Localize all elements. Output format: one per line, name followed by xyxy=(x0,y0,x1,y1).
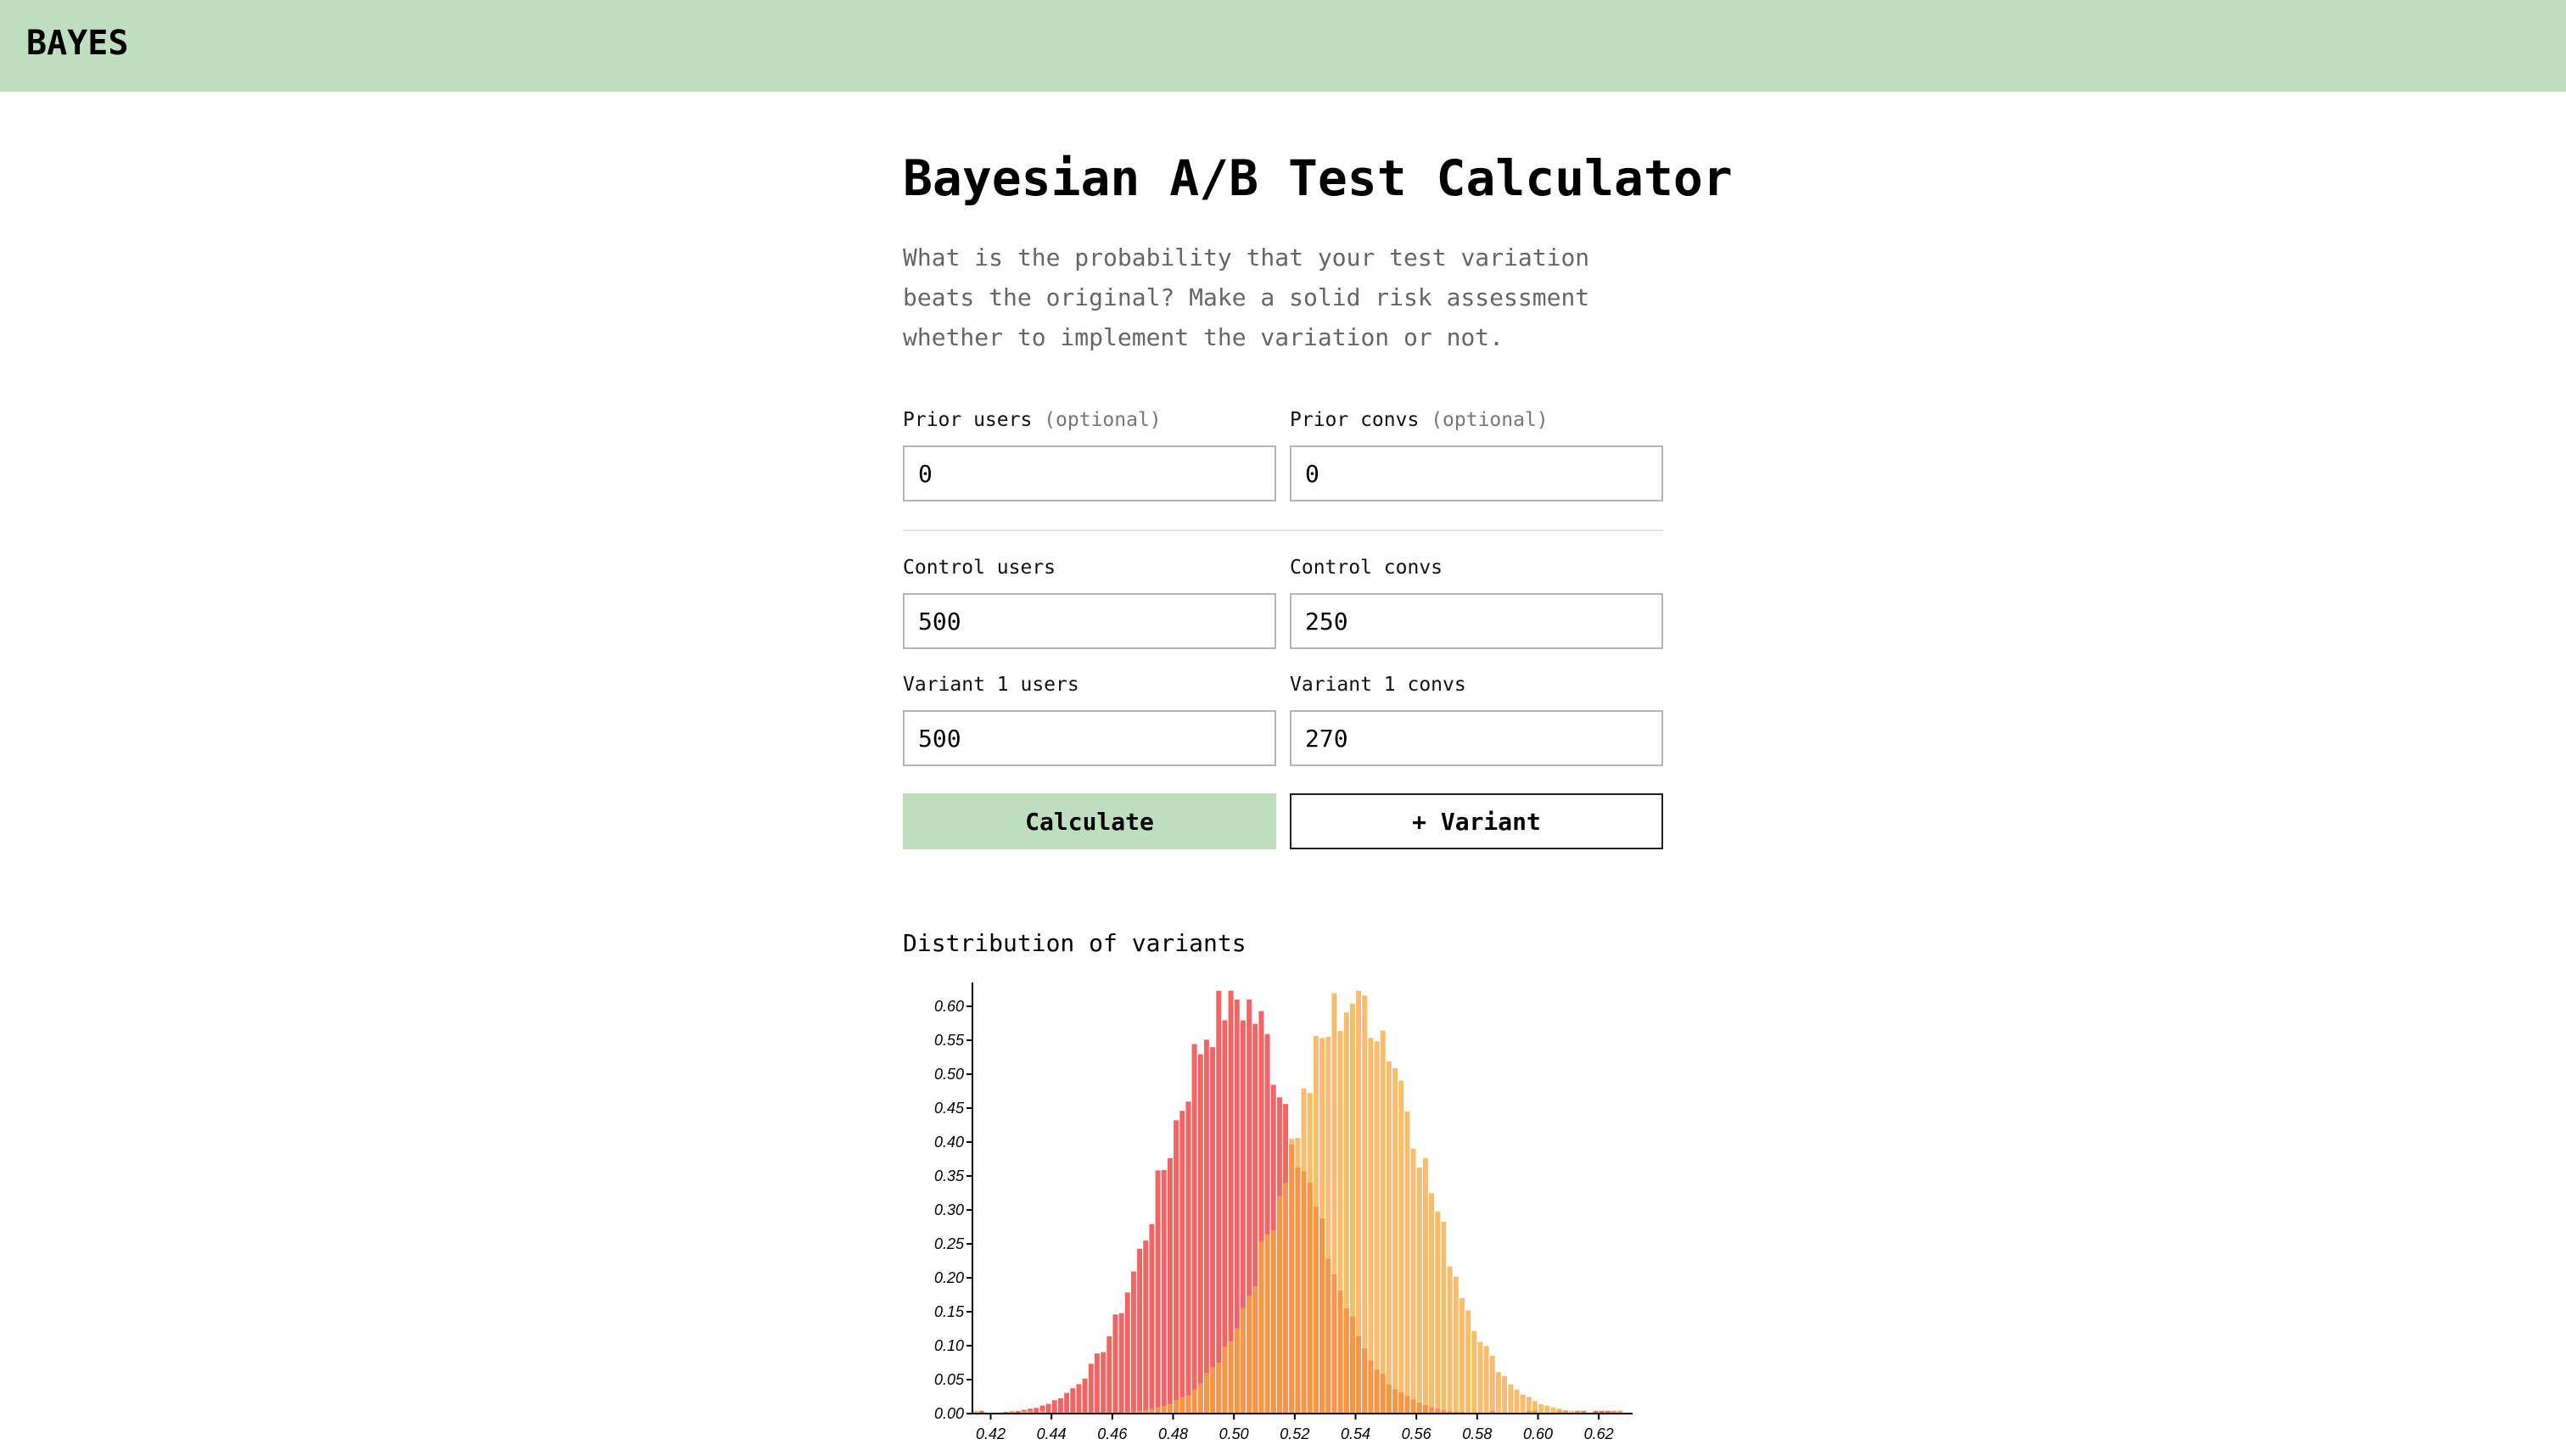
histogram-bar-variant-1 xyxy=(1387,1061,1392,1414)
histogram-bar-variant-1 xyxy=(1302,1089,1307,1414)
variant1-users-input[interactable] xyxy=(903,710,1276,766)
x-tick-label: 0.60 xyxy=(1522,1425,1554,1442)
histogram-bar-variant-1 xyxy=(1448,1267,1453,1414)
y-tick-label: 0.00 xyxy=(933,1405,964,1422)
histogram-bar-control xyxy=(1210,1047,1215,1414)
y-tick-label: 0.20 xyxy=(933,1269,964,1286)
histogram-bar-variant-1 xyxy=(1527,1397,1532,1414)
histogram-bar-variant-1 xyxy=(1252,1286,1258,1414)
histogram-bar-variant-1 xyxy=(1521,1395,1526,1414)
histogram-bar-variant-1 xyxy=(1362,995,1367,1414)
prior-users-label xyxy=(903,409,1162,431)
histogram-bar-variant-1 xyxy=(1338,1031,1343,1414)
x-tick-label: 0.46 xyxy=(1097,1425,1128,1442)
histogram-bar-control xyxy=(1143,1240,1148,1414)
x-tick-label: 0.58 xyxy=(1462,1425,1493,1442)
histogram-bar-variant-1 xyxy=(1156,1408,1161,1414)
histogram-bar-variant-1 xyxy=(1496,1372,1501,1414)
brand-logo[interactable]: BAYES xyxy=(26,24,129,63)
histogram-bar-control xyxy=(1046,1404,1051,1414)
histogram-bar-variant-1 xyxy=(1162,1406,1167,1414)
page-title: Bayesian A/B Test Calculator xyxy=(903,149,1733,207)
prior-users-input[interactable] xyxy=(903,445,1276,501)
histogram-bar-control xyxy=(1149,1224,1154,1414)
x-tick-label: 0.44 xyxy=(1036,1425,1067,1442)
histogram-bar-variant-1 xyxy=(1490,1356,1495,1414)
variant1-convs-input[interactable] xyxy=(1290,710,1663,766)
histogram-bar-variant-1 xyxy=(1471,1331,1476,1414)
x-tick-label: 0.56 xyxy=(1401,1425,1431,1442)
y-tick-label: 0.40 xyxy=(933,1134,964,1151)
histogram-bar-variant-1 xyxy=(1192,1390,1197,1414)
histogram-bar-variant-1 xyxy=(1241,1308,1246,1414)
histogram-bar-control xyxy=(1198,1054,1203,1414)
histogram-bar-variant-1 xyxy=(1532,1401,1538,1414)
histogram-bar-control xyxy=(1168,1158,1173,1414)
y-tick-label: 0.05 xyxy=(933,1371,964,1388)
histogram-bar-variant-1 xyxy=(1185,1395,1191,1414)
histogram-bar-variant-1 xyxy=(1289,1139,1294,1414)
histogram-bar-control xyxy=(1174,1120,1179,1414)
prior-convs-optional-hint: (optional) xyxy=(1431,409,1549,431)
variant1-convs-label: Variant 1 convs xyxy=(1290,674,1466,696)
histogram-bar-variant-1 xyxy=(1550,1407,1555,1414)
histogram-bar-variant-1 xyxy=(1381,1031,1386,1414)
prior-convs-label-text: Prior convs xyxy=(1290,409,1420,431)
histogram-bar-control xyxy=(1192,1044,1197,1414)
histogram-bar-control xyxy=(1156,1170,1161,1414)
histogram-bar-variant-1 xyxy=(1247,1296,1252,1414)
histogram-bar-control xyxy=(1125,1292,1130,1414)
histogram-bar-control xyxy=(1083,1379,1088,1414)
histogram-bar-control xyxy=(1107,1336,1112,1414)
histogram-bar-variant-1 xyxy=(1435,1212,1440,1414)
y-tick-label: 0.30 xyxy=(933,1201,964,1218)
histogram-bar-variant-1 xyxy=(1502,1376,1507,1414)
histogram-bar-variant-1 xyxy=(1229,1341,1234,1414)
histogram-bar-variant-1 xyxy=(1325,1037,1331,1414)
histogram-bar-control xyxy=(1119,1313,1124,1414)
histogram-bar-variant-1 xyxy=(1404,1112,1409,1414)
prior-convs-input[interactable] xyxy=(1290,445,1663,501)
histogram-bar-variant-1 xyxy=(1350,1004,1355,1414)
histogram-bar-control xyxy=(1052,1400,1057,1414)
prior-convs-label xyxy=(1290,409,1549,431)
y-tick-label: 0.60 xyxy=(933,998,964,1015)
histogram-bar-control xyxy=(1064,1393,1069,1414)
histogram-bar-variant-1 xyxy=(1417,1168,1422,1414)
histogram-bar-control xyxy=(1089,1364,1094,1414)
histogram-bar-control xyxy=(1131,1272,1136,1414)
page-description: What is the probability that your test variation beats the original? Make a solid risk assessment whether to implement the variation or not. xyxy=(903,244,1590,351)
calculate-button[interactable]: Calculate xyxy=(903,793,1276,849)
control-users-label: Control users xyxy=(903,557,1056,579)
histogram-bar-variant-1 xyxy=(1544,1406,1549,1414)
histogram-bar-variant-1 xyxy=(1168,1403,1173,1414)
histogram-bar-control xyxy=(1070,1388,1075,1414)
histogram-bar-variant-1 xyxy=(1295,1138,1300,1414)
histogram-bar-variant-1 xyxy=(1235,1328,1240,1414)
histogram-bar-control xyxy=(1185,1101,1191,1414)
histogram-bar-control xyxy=(1137,1249,1142,1414)
histogram-bar-variant-1 xyxy=(1477,1342,1482,1414)
top-bar xyxy=(0,0,2566,92)
distribution-chart xyxy=(903,976,1650,1456)
histogram-bar-variant-1 xyxy=(1514,1390,1519,1414)
add-variant-button[interactable]: + Variant xyxy=(1290,793,1663,849)
histogram-bar-variant-1 xyxy=(1508,1385,1513,1414)
histogram-bar-variant-1 xyxy=(1222,1347,1227,1414)
y-tick-label: 0.15 xyxy=(933,1303,964,1320)
histogram-bar-control xyxy=(1101,1352,1106,1414)
histogram-bar-control xyxy=(1216,991,1221,1414)
control-users-input[interactable] xyxy=(903,593,1276,649)
histogram-bar-variant-1 xyxy=(1356,991,1361,1414)
histogram-bar-variant-1 xyxy=(1204,1373,1209,1414)
x-tick-label: 0.62 xyxy=(1583,1425,1614,1442)
x-tick-label: 0.54 xyxy=(1340,1425,1371,1442)
prior-users-label-text: Prior users xyxy=(903,409,1033,431)
y-tick-label: 0.55 xyxy=(933,1032,964,1049)
histogram-bar-control xyxy=(1076,1384,1081,1414)
histogram-bar-variant-1 xyxy=(1465,1311,1471,1414)
y-tick-label: 0.50 xyxy=(933,1066,964,1083)
histogram-bar-variant-1 xyxy=(1368,1038,1373,1414)
histogram-bar-variant-1 xyxy=(1423,1158,1428,1414)
histogram-bar-control xyxy=(1034,1408,1039,1414)
prior-users-optional-hint: (optional) xyxy=(1044,409,1162,431)
histogram-bar-variant-1 xyxy=(1258,1242,1263,1414)
y-tick-label: 0.25 xyxy=(933,1235,964,1252)
histogram-bar-variant-1 xyxy=(1454,1277,1459,1414)
histogram-bar-control xyxy=(1162,1170,1167,1414)
histogram-bar-variant-1 xyxy=(1277,1196,1282,1414)
histogram-bar-variant-1 xyxy=(1398,1081,1403,1414)
histogram-bar-variant-1 xyxy=(1484,1346,1489,1414)
control-convs-input[interactable] xyxy=(1290,593,1663,649)
histogram-bar-control xyxy=(1204,1039,1209,1414)
histogram-bar-variant-1 xyxy=(1429,1193,1434,1414)
histogram-bar-variant-1 xyxy=(1319,1038,1325,1414)
histogram-bar-variant-1 xyxy=(1441,1222,1446,1414)
histogram-bar-variant-1 xyxy=(1411,1149,1416,1414)
histogram-bar-variant-1 xyxy=(1314,1036,1319,1414)
histogram-bar-control xyxy=(1112,1314,1118,1414)
histogram-bar-variant-1 xyxy=(1198,1383,1203,1414)
y-tick-label: 0.35 xyxy=(933,1168,964,1184)
y-tick-label: 0.10 xyxy=(933,1337,964,1354)
control-convs-label: Control convs xyxy=(1290,557,1443,579)
histogram-bar-variant-1 xyxy=(1375,1041,1380,1414)
x-tick-label: 0.52 xyxy=(1280,1425,1310,1442)
histogram-bar-variant-1 xyxy=(1179,1397,1185,1414)
histogram-bar-variant-1 xyxy=(1265,1235,1270,1414)
histogram-bar-variant-1 xyxy=(1331,994,1336,1414)
histogram-bar-variant-1 xyxy=(1283,1183,1288,1414)
histogram-bar-variant-1 xyxy=(1216,1363,1221,1414)
histogram-bar-variant-1 xyxy=(1392,1068,1398,1414)
histogram-bar-variant-1 xyxy=(1271,1230,1276,1414)
chart-title: Distribution of variants xyxy=(903,929,1247,957)
histogram-bar-control xyxy=(1095,1353,1100,1414)
histogram-bar-control xyxy=(1058,1398,1063,1414)
divider xyxy=(903,529,1663,531)
x-tick-label: 0.42 xyxy=(975,1425,1006,1442)
histogram-bar-variant-1 xyxy=(1210,1367,1215,1414)
histogram-bar-variant-1 xyxy=(1538,1404,1544,1414)
x-tick-label: 0.50 xyxy=(1219,1425,1249,1442)
histogram-bar-control xyxy=(1179,1111,1185,1414)
histogram-bar-variant-1 xyxy=(1344,1012,1349,1414)
variant1-users-label: Variant 1 users xyxy=(903,674,1079,696)
x-tick-label: 0.48 xyxy=(1157,1425,1189,1442)
histogram-bar-variant-1 xyxy=(1174,1400,1179,1414)
histogram-bar-variant-1 xyxy=(1308,1093,1313,1414)
histogram-bar-variant-1 xyxy=(1459,1298,1465,1414)
y-tick-label: 0.45 xyxy=(933,1100,964,1117)
